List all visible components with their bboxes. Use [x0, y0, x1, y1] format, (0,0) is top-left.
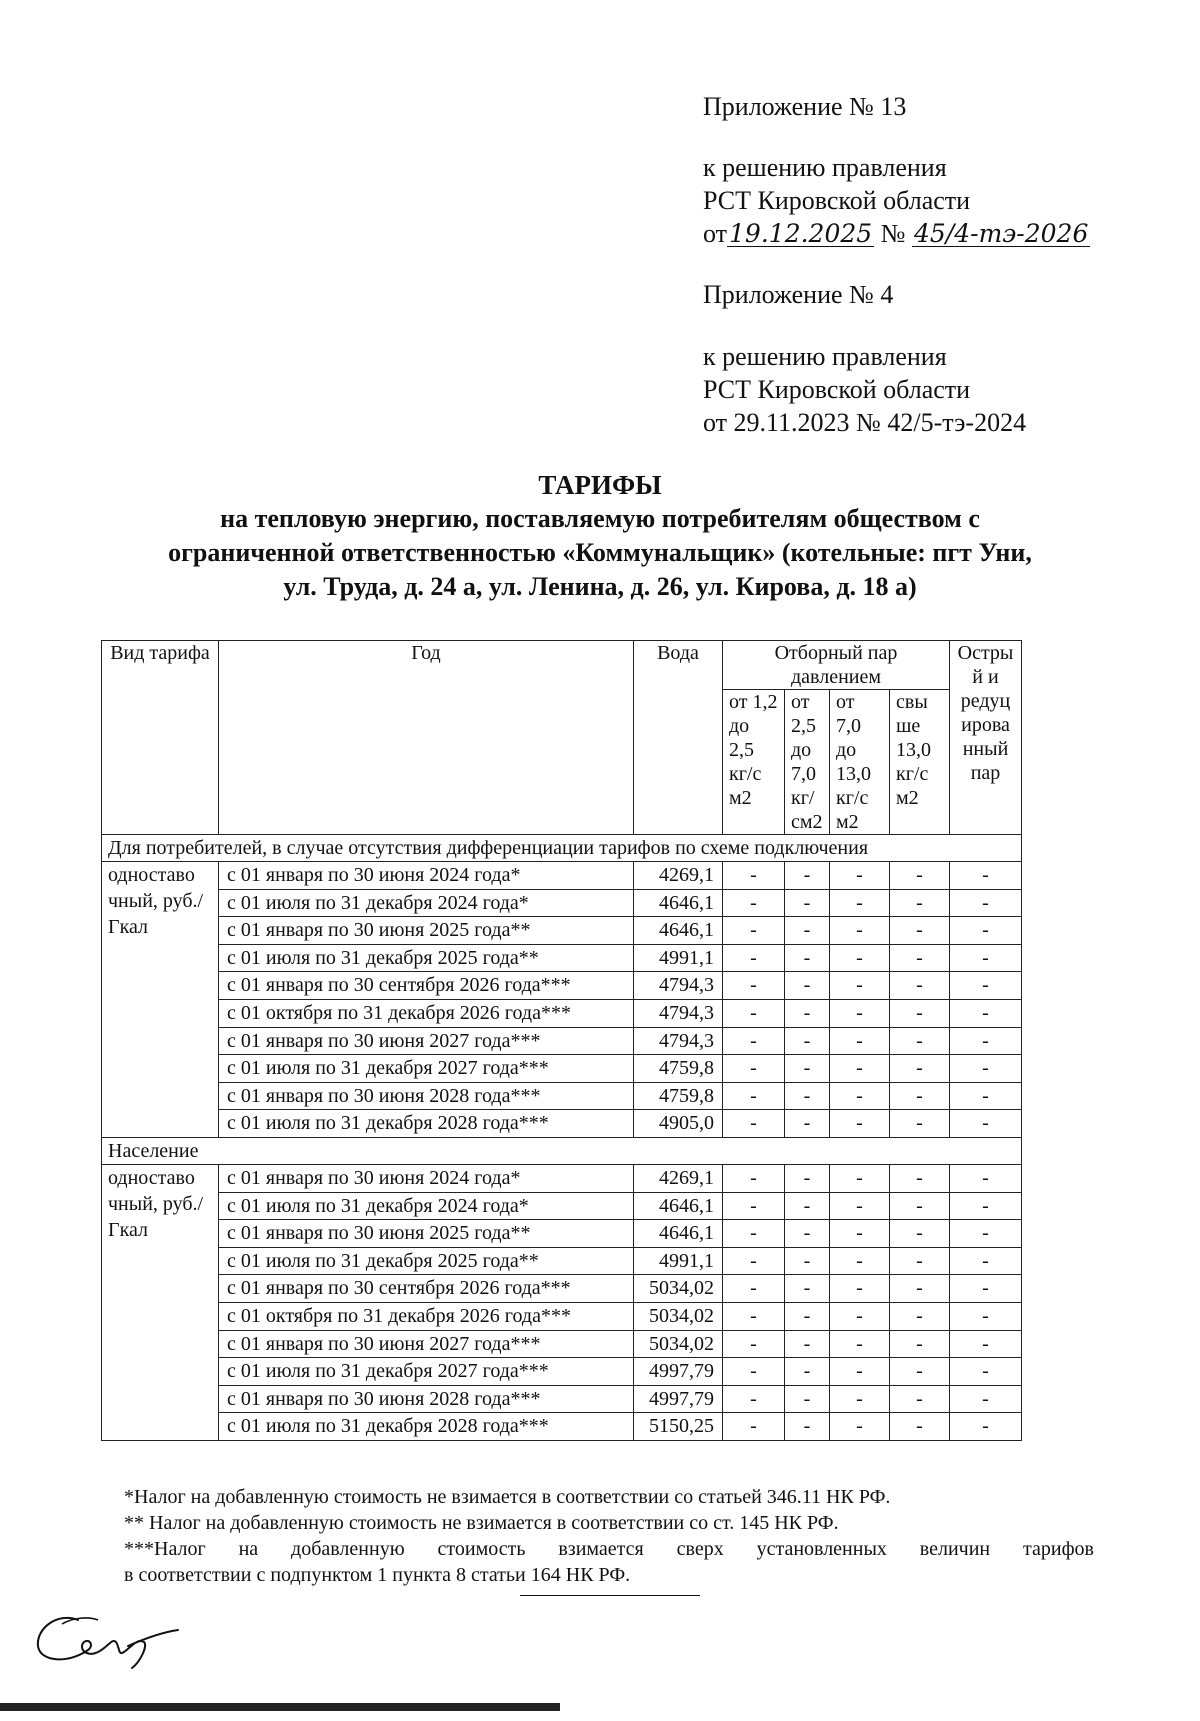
empty-tariff-cell: - — [723, 1358, 785, 1386]
period-cell: с 01 октября по 31 декабря 2026 года*** — [219, 1302, 634, 1330]
water-tariff-cell: 4997,79 — [634, 1358, 723, 1386]
empty-tariff-cell: - — [723, 944, 785, 972]
water-tariff-cell: 4794,3 — [634, 1027, 723, 1055]
title-line-4: ул. Труда, д. 24 а, ул. Ленина, д. 26, ул. Кирова, д. 18 а) — [283, 572, 917, 601]
table-row — [102, 1302, 1022, 1330]
header-vid: Вид тарифа — [102, 641, 219, 835]
water-tariff-cell: 5034,02 — [634, 1330, 723, 1358]
group2-label: Население — [102, 1137, 1022, 1164]
empty-tariff-cell: - — [723, 889, 785, 917]
empty-tariff-cell: - — [723, 1385, 785, 1413]
empty-tariff-cell: - — [785, 1330, 830, 1358]
empty-tariff-cell: - — [950, 862, 1022, 890]
empty-tariff-cell: - — [950, 889, 1022, 917]
empty-tariff-cell: - — [830, 999, 890, 1027]
empty-tariff-cell: - — [950, 1164, 1022, 1192]
empty-tariff-cell: - — [830, 917, 890, 945]
title-line-2: на тепловую энергию, поставляемую потребителям обществом с — [220, 504, 980, 533]
empty-tariff-cell: - — [950, 1192, 1022, 1220]
water-tariff-cell: 4646,1 — [634, 917, 723, 945]
period-cell: с 01 января по 30 июня 2024 года* — [219, 1164, 634, 1192]
header-pressure-3: от 7,0 до 13,0 кг/с м2 — [830, 690, 890, 835]
empty-tariff-cell: - — [890, 1110, 950, 1138]
header-pressure-1: от 1,2 до 2,5 кг/с м2 — [723, 690, 785, 835]
signature-icon — [28, 1602, 188, 1672]
empty-tariff-cell: - — [830, 1385, 890, 1413]
period-cell: с 01 июля по 31 декабря 2028 года*** — [219, 1110, 634, 1138]
empty-tariff-cell: - — [950, 1110, 1022, 1138]
empty-tariff-cell: - — [723, 999, 785, 1027]
empty-tariff-cell: - — [723, 1027, 785, 1055]
tariff-type-cell: одноставо чный, руб./Гкал — [102, 862, 219, 1138]
empty-tariff-cell: - — [830, 1358, 890, 1386]
empty-tariff-cell: - — [785, 1055, 830, 1083]
empty-tariff-cell: - — [785, 889, 830, 917]
empty-tariff-cell: - — [950, 917, 1022, 945]
empty-tariff-cell: - — [890, 1330, 950, 1358]
header-voda: Вода — [634, 641, 723, 835]
empty-tariff-cell: - — [890, 1247, 950, 1275]
title-line-1: ТАРИФЫ — [538, 470, 662, 500]
table-row — [102, 1110, 1022, 1138]
empty-tariff-cell: - — [830, 1247, 890, 1275]
empty-tariff-cell: - — [785, 1385, 830, 1413]
empty-tariff-cell: - — [950, 999, 1022, 1027]
empty-tariff-cell: - — [950, 1358, 1022, 1386]
decision-line-1: к решению правления — [703, 153, 947, 182]
empty-tariff-cell: - — [830, 1413, 890, 1441]
empty-tariff-cell: - — [785, 972, 830, 1000]
decision-line-2: РСТ Кировской области — [703, 186, 971, 215]
header-row — [102, 641, 1022, 690]
empty-tariff-cell: - — [950, 1385, 1022, 1413]
empty-tariff-cell: - — [830, 1330, 890, 1358]
empty-tariff-cell: - — [830, 972, 890, 1000]
document-title — [0, 468, 1200, 604]
table-row — [102, 862, 1022, 890]
empty-tariff-cell: - — [830, 1055, 890, 1083]
empty-tariff-cell: - — [830, 1110, 890, 1138]
scan-edge-bar — [0, 1703, 560, 1711]
footnote-3: ***Налог на добавленную стоимость взимается сверх установленных величин тарифов — [124, 1538, 1094, 1560]
empty-tariff-cell: - — [830, 1275, 890, 1303]
table-row — [102, 1220, 1022, 1248]
period-cell: с 01 января по 30 сентября 2026 года*** — [219, 1275, 634, 1303]
empty-tariff-cell: - — [723, 972, 785, 1000]
empty-tariff-cell: - — [785, 1413, 830, 1441]
water-tariff-cell: 5034,02 — [634, 1302, 723, 1330]
appendix-13-label: Приложение № 13 — [703, 92, 907, 121]
empty-tariff-cell: - — [723, 1055, 785, 1083]
water-tariff-cell: 4269,1 — [634, 862, 723, 890]
empty-tariff-cell: - — [950, 944, 1022, 972]
appendix-4-label: Приложение № 4 — [703, 280, 894, 309]
table-row — [102, 1275, 1022, 1303]
tariff-table — [101, 640, 1022, 1441]
period-cell: с 01 октября по 31 декабря 2026 года*** — [219, 999, 634, 1027]
empty-tariff-cell: - — [723, 1192, 785, 1220]
date-prefix: от — [703, 219, 728, 248]
empty-tariff-cell: - — [890, 1275, 950, 1303]
empty-tariff-cell: - — [723, 1330, 785, 1358]
empty-tariff-cell: - — [950, 1082, 1022, 1110]
number-prefix: № — [880, 219, 906, 248]
title-line-3: ограниченной ответственностью «Коммунальщик» (котельные: пгт Уни, — [168, 538, 1032, 567]
decision2-line-1: к решению правления — [703, 342, 947, 371]
table-row — [102, 889, 1022, 917]
empty-tariff-cell: - — [785, 1358, 830, 1386]
footnote-2: ** Налог на добавленную стоимость не взимается в соответствии со ст. 145 НК РФ. — [124, 1512, 839, 1534]
period-cell: с 01 июля по 31 декабря 2028 года*** — [219, 1413, 634, 1441]
group-label-row — [102, 1137, 1022, 1164]
empty-tariff-cell: - — [890, 999, 950, 1027]
decision-date-line — [703, 217, 1090, 250]
group1-label: Для потребителей, в случае отсутствия дифференциации тарифов по схеме подключения — [102, 835, 1022, 862]
empty-tariff-cell: - — [890, 1027, 950, 1055]
empty-tariff-cell: - — [950, 1413, 1022, 1441]
period-cell: с 01 июля по 31 декабря 2024 года* — [219, 1192, 634, 1220]
table-row — [102, 1164, 1022, 1192]
empty-tariff-cell: - — [890, 889, 950, 917]
empty-tariff-cell: - — [830, 889, 890, 917]
footnote-1: *Налог на добавленную стоимость не взимается в соответствии со статьей 346.11 НК РФ. — [124, 1486, 891, 1508]
table-row — [102, 999, 1022, 1027]
header-pressure-2: от 2,5 до 7,0 кг/ см2 — [785, 690, 830, 835]
empty-tariff-cell: - — [785, 1247, 830, 1275]
footnote-3-cont: в соответствии с подпунктом 1 пункта 8 статьи 164 НК РФ. — [124, 1564, 631, 1586]
table-row — [102, 1385, 1022, 1413]
empty-tariff-cell: - — [890, 944, 950, 972]
empty-tariff-cell: - — [890, 1192, 950, 1220]
empty-tariff-cell: - — [723, 1164, 785, 1192]
empty-tariff-cell: - — [785, 1220, 830, 1248]
decision2-line-3: от 29.11.2023 № 42/5-тэ-2024 — [703, 408, 1027, 437]
table-row — [102, 972, 1022, 1000]
period-cell: с 01 января по 30 сентября 2026 года*** — [219, 972, 634, 1000]
empty-tariff-cell: - — [785, 1275, 830, 1303]
table-row — [102, 1027, 1022, 1055]
footnotes — [124, 1484, 1094, 1588]
empty-tariff-cell: - — [723, 1220, 785, 1248]
empty-tariff-cell: - — [785, 1164, 830, 1192]
empty-tariff-cell: - — [723, 1247, 785, 1275]
period-cell: с 01 января по 30 июня 2027 года*** — [219, 1330, 634, 1358]
table-row — [102, 1358, 1022, 1386]
table-row — [102, 917, 1022, 945]
period-cell: с 01 июля по 31 декабря 2027 года*** — [219, 1055, 634, 1083]
empty-tariff-cell: - — [785, 1302, 830, 1330]
empty-tariff-cell: - — [950, 1302, 1022, 1330]
empty-tariff-cell: - — [785, 944, 830, 972]
empty-tariff-cell: - — [950, 1220, 1022, 1248]
header-pressure-4: свы ше 13,0 кг/с м2 — [890, 690, 950, 835]
period-cell: с 01 июля по 31 декабря 2024 года* — [219, 889, 634, 917]
empty-tariff-cell: - — [785, 1082, 830, 1110]
water-tariff-cell: 4997,79 — [634, 1385, 723, 1413]
empty-tariff-cell: - — [950, 1275, 1022, 1303]
period-cell: с 01 января по 30 июня 2028 года*** — [219, 1082, 634, 1110]
water-tariff-cell: 5150,25 — [634, 1413, 723, 1441]
empty-tariff-cell: - — [890, 1385, 950, 1413]
table-row — [102, 1413, 1022, 1441]
empty-tariff-cell: - — [723, 1275, 785, 1303]
period-cell: с 01 июля по 31 декабря 2025 года** — [219, 1247, 634, 1275]
empty-tariff-cell: - — [785, 1110, 830, 1138]
header-steam-group: Отборный пар давлением — [723, 641, 950, 690]
period-cell: с 01 января по 30 июня 2025 года** — [219, 1220, 634, 1248]
empty-tariff-cell: - — [723, 1082, 785, 1110]
water-tariff-cell: 4269,1 — [634, 1164, 723, 1192]
table-row — [102, 1330, 1022, 1358]
empty-tariff-cell: - — [830, 862, 890, 890]
period-cell: с 01 января по 30 июня 2024 года* — [219, 862, 634, 890]
table-row — [102, 1192, 1022, 1220]
empty-tariff-cell: - — [785, 1027, 830, 1055]
empty-tariff-cell: - — [723, 1110, 785, 1138]
empty-tariff-cell: - — [830, 1082, 890, 1110]
empty-tariff-cell: - — [830, 1192, 890, 1220]
group2-body — [102, 1164, 1022, 1440]
table-row — [102, 1055, 1022, 1083]
empty-tariff-cell: - — [890, 1220, 950, 1248]
empty-tariff-cell: - — [830, 1302, 890, 1330]
water-tariff-cell: 4646,1 — [634, 889, 723, 917]
empty-tariff-cell: - — [950, 1247, 1022, 1275]
empty-tariff-cell: - — [723, 862, 785, 890]
water-tariff-cell: 4794,3 — [634, 972, 723, 1000]
tariff-type-cell: одноставо чный, руб./Гкал — [102, 1164, 219, 1440]
empty-tariff-cell: - — [890, 1413, 950, 1441]
water-tariff-cell: 4794,3 — [634, 999, 723, 1027]
empty-tariff-cell: - — [785, 917, 830, 945]
handwritten-date: 19.12.2025 — [729, 219, 873, 248]
water-tariff-cell: 4759,8 — [634, 1055, 723, 1083]
empty-tariff-cell: - — [950, 972, 1022, 1000]
empty-tariff-cell: - — [890, 1164, 950, 1192]
empty-tariff-cell: - — [890, 1302, 950, 1330]
handwritten-number: 45/4-тэ-2026 — [913, 219, 1089, 248]
water-tariff-cell: 4991,1 — [634, 944, 723, 972]
empty-tariff-cell: - — [785, 1192, 830, 1220]
empty-tariff-cell: - — [890, 1082, 950, 1110]
empty-tariff-cell: - — [830, 1220, 890, 1248]
period-cell: с 01 января по 30 июня 2027 года*** — [219, 1027, 634, 1055]
empty-tariff-cell: - — [830, 1027, 890, 1055]
header-ostr: Остры й и редуц ирова нный пар — [950, 641, 1022, 835]
empty-tariff-cell: - — [890, 972, 950, 1000]
empty-tariff-cell: - — [723, 917, 785, 945]
empty-tariff-cell: - — [830, 1164, 890, 1192]
water-tariff-cell: 4646,1 — [634, 1192, 723, 1220]
period-cell: с 01 июля по 31 декабря 2027 года*** — [219, 1358, 634, 1386]
decision2-line-2: РСТ Кировской области — [703, 375, 971, 404]
separator-line — [520, 1595, 700, 1596]
table-row — [102, 944, 1022, 972]
empty-tariff-cell: - — [785, 862, 830, 890]
empty-tariff-cell: - — [785, 999, 830, 1027]
empty-tariff-cell: - — [723, 1413, 785, 1441]
water-tariff-cell: 4991,1 — [634, 1247, 723, 1275]
table-row — [102, 1247, 1022, 1275]
empty-tariff-cell: - — [950, 1330, 1022, 1358]
empty-tariff-cell: - — [950, 1027, 1022, 1055]
header-god: Год — [219, 641, 634, 835]
water-tariff-cell: 4905,0 — [634, 1110, 723, 1138]
water-tariff-cell: 4759,8 — [634, 1082, 723, 1110]
empty-tariff-cell: - — [950, 1055, 1022, 1083]
empty-tariff-cell: - — [723, 1302, 785, 1330]
period-cell: с 01 января по 30 июня 2025 года** — [219, 917, 634, 945]
empty-tariff-cell: - — [830, 944, 890, 972]
water-tariff-cell: 5034,02 — [634, 1275, 723, 1303]
table-row — [102, 1082, 1022, 1110]
period-cell: с 01 июля по 31 декабря 2025 года** — [219, 944, 634, 972]
water-tariff-cell: 4646,1 — [634, 1220, 723, 1248]
empty-tariff-cell: - — [890, 862, 950, 890]
group1-body — [102, 862, 1022, 1138]
empty-tariff-cell: - — [890, 1055, 950, 1083]
group-label-row — [102, 835, 1022, 862]
period-cell: с 01 января по 30 июня 2028 года*** — [219, 1385, 634, 1413]
empty-tariff-cell: - — [890, 1358, 950, 1386]
empty-tariff-cell: - — [890, 917, 950, 945]
